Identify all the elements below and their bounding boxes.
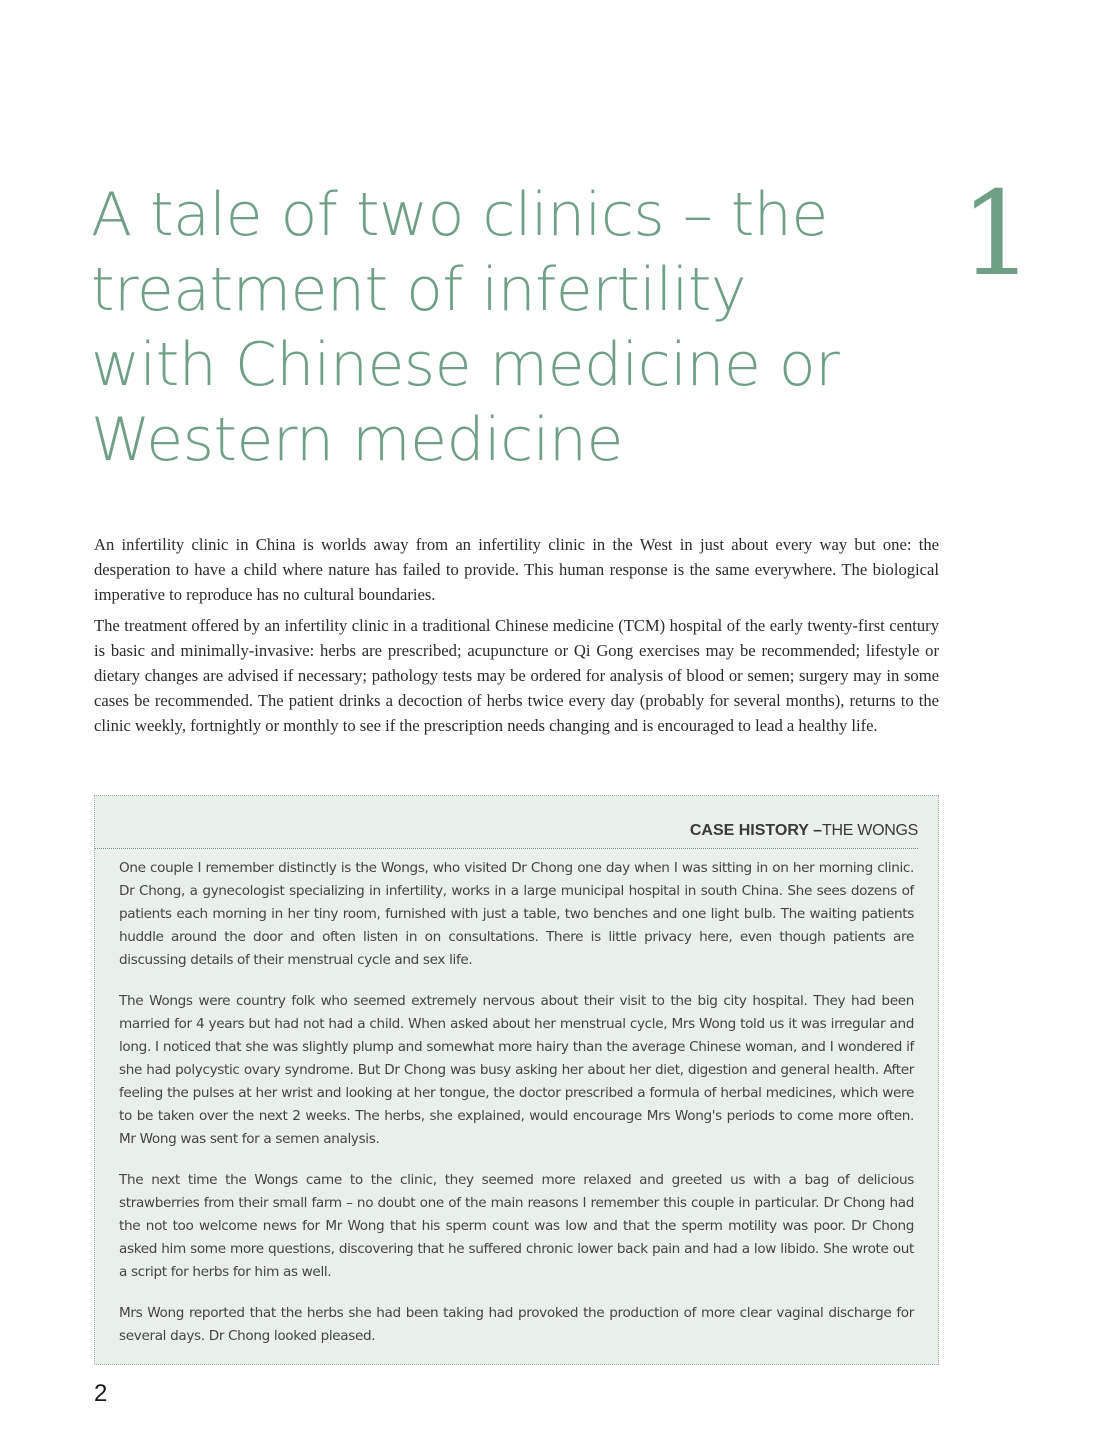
- case-paragraph: One couple I remember distinctly is the Wongs, who visited Dr Chong one day when I was sitting in on her morning clinic. Dr Chong, a gynecologist specializing in infertility, works in a large municipal hospital in south China. She sees dozens of patients each morning in her tiny room, furnished with just a table, two benches and one light bulb. The waiting patients huddle around the door and often listen in on consultations. There is little privacy here, even though patients are discussing details of their menstrual cycle and sex life.: [119, 860, 914, 968]
- chapter-number: 1: [960, 167, 1034, 302]
- case-history-body: [119, 857, 914, 1366]
- case-history-label: CASE HISTORY –: [689, 822, 823, 839]
- case-history-box: [94, 795, 939, 1365]
- case-history-divider: [95, 848, 918, 849]
- page-number: 2: [94, 1380, 108, 1407]
- intro-paragraph: An infertility clinic in China is worlds away from an infertility clinic in the West in just about every way but one: the desperation to have a child where nature has failed to provide. This human response is the same everywhere. The biological imperative to reproduce has no cultural boundaries.: [94, 535, 939, 604]
- case-history-subject: THE WONGS: [822, 822, 918, 839]
- chapter-title: A tale of two clinics – the treatment of infertility with Chinese medicine or Western medicine: [91, 180, 840, 475]
- case-paragraph: The Wongs were country folk who seemed extremely nervous about their visit to the big city hospital. They had been married for 4 years but had not had a child. When asked about her menstrual cycle, Mrs Wong told us it was irregular and long. I noticed that she was slightly plump and somewhat more hairy than the average Chinese woman, and I wondered if she had polycystic ovary syndrome. But Dr Chong was busy asking her about her diet, digestion and general health. After feeling the pulses at her wrist and looking at her tongue, the doctor prescribed a formula of herbal medicines, which were to be taken over the next 2 weeks. The herbs, she explained, would encourage Mrs Wong's periods to come more often. Mr Wong was sent for a semen analysis.: [119, 993, 914, 1147]
- intro-text: [94, 532, 939, 744]
- intro-paragraph: The treatment offered by an infertility clinic in a traditional Chinese medicine (TCM) hospital of the early twenty-first century is basic and minimally-invasive: herbs are prescribed; acupuncture or Qi Gong exercises may be recommended; lifestyle or dietary changes are advised if necessary; pathology tests may be ordered for analysis of blood or semen; surgery may in some cases be recommended. The patient drinks a decoction of herbs twice every day (probably for several months), returns to the clinic weekly, fortnightly or monthly to see if the prescription needs changing and is encouraged to lead a healthy life.: [94, 616, 939, 735]
- case-paragraph: The next time the Wongs came to the clinic, they seemed more relaxed and greeted us with a bag of delicious strawberries from their small farm – no doubt one of the main reasons I remember this couple in particular. Dr Chong had the not too welcome news for Mr Wong that his sperm count was low and that the sperm motility was poor. Dr Chong asked him some more questions, discovering that he suffered chronic lower back pain and had a low libido. She wrote out a script for herbs for him as well.: [119, 1172, 914, 1280]
- case-history-heading: [95, 822, 918, 840]
- case-paragraph: Mrs Wong reported that the herbs she had been taking had provoked the production of more clear vaginal discharge for several days. Dr Chong looked pleased.: [119, 1305, 914, 1344]
